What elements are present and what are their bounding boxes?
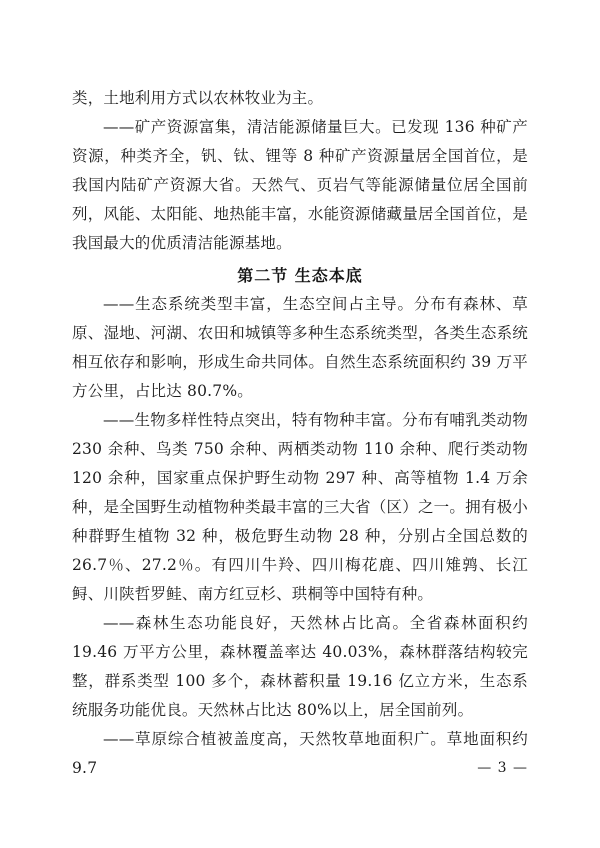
paragraph-biodiversity: ——生物多样性特点突出，特有物种丰富。分布有哺乳类动物 230 余种、鸟类 750 余种、两栖类动物 110 余种、爬行类动物 120 余种，国家重点保护野生动物 297 种、高等植物 1.4 万余种，是全国野生动植物种类最丰富的三大省（区）之一。拥有极小种群野生植物 32 种，极危野生动物 28 种，分别占全国总数的 26.7％、27.2％。有四川牛羚、四川梅花鹿、四川雉鹑、长江鲟、川陕哲罗鲑、南方红豆杉、珙桐等中国特有种。: [72, 411, 528, 603]
page-number: — 3 —: [477, 760, 528, 776]
paragraph-ecosystem-types: ——生态系统类型丰富，生态空间占主导。分布有森林、草原、湿地、河湖、农田和城镇等多种生态系统类型，各类生态系统相互依存和影响，形成生命共同体。自然生态系统面积约 39 万平方公里，占比达 80.7%。: [72, 295, 528, 400]
paragraph-forest-ecology: ——森林生态功能良好，天然林占比高。全省森林面积约 19.46 万平方公里，森林覆盖率达 40.03%，森林群落结构较完整，群系类型 100 多个，森林蓄积量 19.16 亿立方米，生态系统服务功能优良。天然林占比达 80%以上，居全国前列。: [72, 614, 528, 719]
paragraph-mineral-resources: ——矿产资源富集，清洁能源储量巨大。已发现 136 种矿产资源，种类齐全，钒、钛、锂等 8 种矿产资源量居全国首位，是我国内陆矿产资源大省。天然气、页岩气等能源储量位居全国前列，风能、太阳能、地热能丰富，水能资源储藏量居全国首位，是我国最大的优质清洁能源基地。: [72, 118, 528, 252]
section-heading-ecological-baseline: 第二节 生态本底: [237, 266, 363, 285]
paragraph-grassland-coverage: ——草原综合植被盖度高，天然牧草地面积广。草地面积约 9.7: [72, 730, 528, 777]
paragraph-land-use: 类，土地利用方式以农林牧业为主。: [72, 89, 324, 107]
text-column: [72, 84, 528, 783]
